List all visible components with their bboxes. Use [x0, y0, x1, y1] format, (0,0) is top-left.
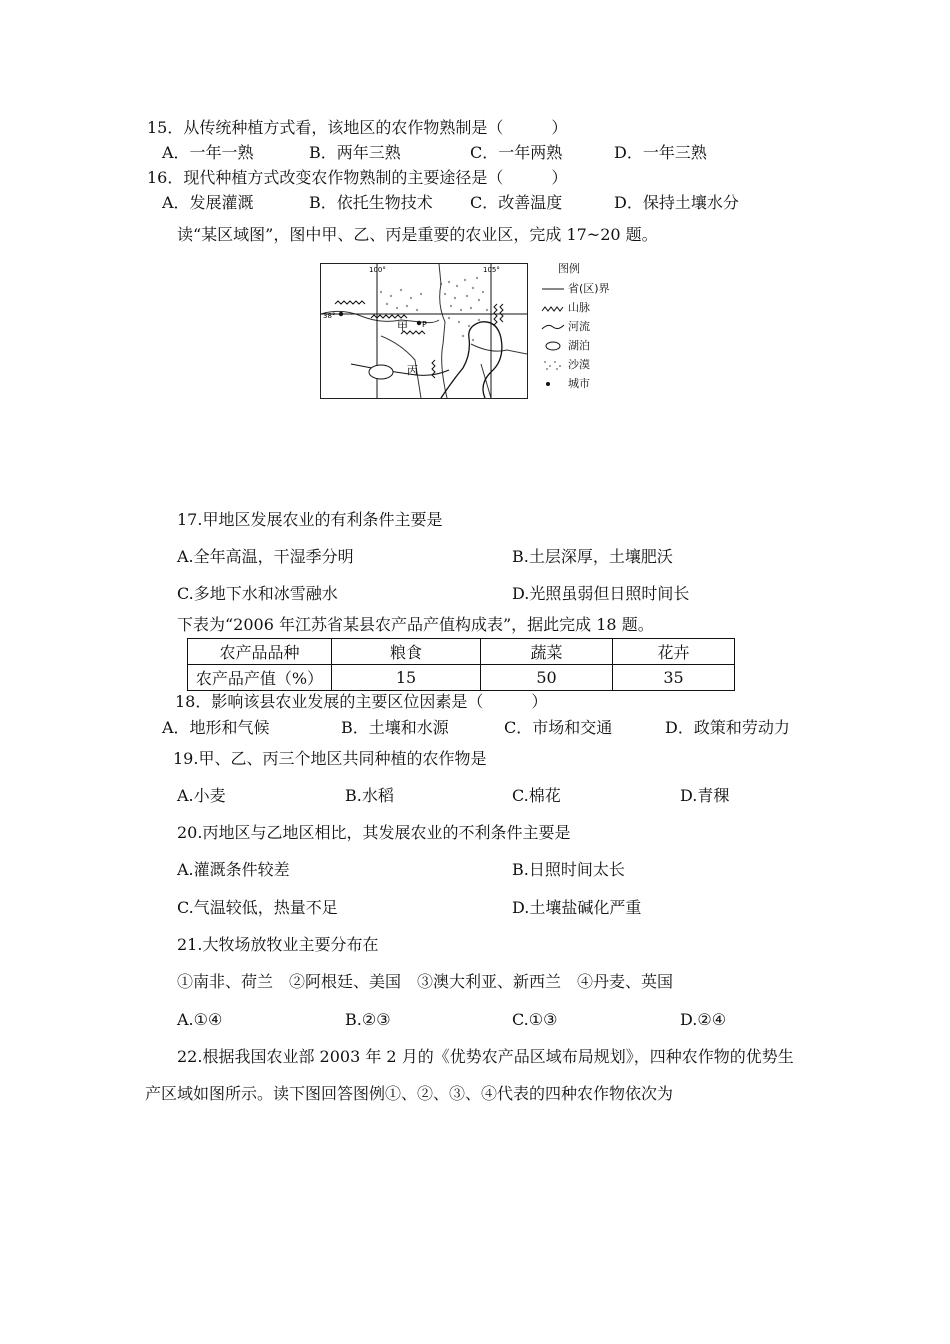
province-boundaries: [321, 264, 527, 398]
desert-icon: [540, 359, 566, 371]
legend-label-city: 城市: [568, 377, 590, 390]
q16-stem: 16．现代种植方式改变农作物熟制的主要途径是（ ）: [147, 168, 568, 187]
table-cell: 农产品产值（%）: [188, 665, 332, 691]
legend-item-desert: [540, 358, 590, 372]
q21-choices: ①南非、荷兰 ②阿根廷、美国 ③澳大利亚、新西兰 ④丹麦、英国: [177, 972, 674, 991]
q21-stem: 21.大牧场放牧业主要分布在: [177, 935, 379, 954]
lake-icon: [540, 340, 566, 352]
production-value-table: [187, 638, 735, 691]
q20-option-b: B.日照时间太长: [512, 860, 625, 879]
table-header-cell: 蔬菜: [481, 639, 613, 665]
q17-option-d: D.光照虽弱但日照时间长: [512, 584, 690, 603]
q17-option-b: B.土层深厚，土壤肥沃: [512, 547, 673, 566]
region-map-drawing: [321, 264, 527, 398]
q15-stem: 15．从传统种植方式看，该地区的农作物熟制是（ ）: [147, 118, 568, 137]
table-header-cell: 粮食: [332, 639, 481, 665]
legend-item-city: [540, 377, 590, 391]
q18-option-b: B．土壤和水源: [341, 718, 449, 737]
q21-option-a: A.①④: [177, 1010, 223, 1029]
q15-option-c: C．一年两熟: [470, 143, 563, 162]
q16-option-b: B．依托生物技术: [309, 193, 433, 212]
river-icon: [540, 321, 566, 333]
legend-item-lake: [540, 339, 590, 353]
q20-option-a: A.灌溉条件较差: [177, 860, 290, 879]
q20-option-d: D.土壤盐碱化严重: [512, 898, 642, 917]
q19-option-d: D.青稞: [680, 786, 730, 805]
region-map: [320, 263, 528, 399]
table-header-cell: 花卉: [613, 639, 735, 665]
legend-title: 图例: [558, 262, 580, 275]
legend-label-desert: 沙漠: [568, 358, 590, 371]
city-dot: [339, 312, 343, 316]
mountain-icon: [540, 302, 566, 314]
lat-label-38: 38°: [323, 312, 336, 320]
mountain-ranges: [335, 301, 503, 378]
region-label-bing: 丙: [407, 364, 418, 377]
q16-option-c: C．改善温度: [470, 193, 563, 212]
q19-option-a: A.小麦: [177, 786, 226, 805]
table-intro: 下表为“2006 年江苏省某县农产品产值构成表”，据此完成 18 题。: [177, 615, 654, 634]
table-header-cell: 农产品品种: [188, 639, 332, 665]
legend-label-mountain: 山脉: [568, 301, 590, 314]
graticule: [321, 264, 527, 398]
q15-option-b: B．两年三熟: [309, 143, 401, 162]
q18-stem: 18．影响该县农业发展的主要区位因素是（ ）: [175, 692, 548, 711]
region-label-jia: 甲: [397, 320, 408, 333]
lon-label-100: 100°: [369, 266, 386, 274]
q18-option-d: D．政策和劳动力: [665, 718, 790, 737]
q19-option-c: C.棉花: [512, 786, 561, 805]
q15-option-a: A．一年一熟: [162, 143, 254, 162]
table-header-row: [188, 639, 735, 665]
legend-item-boundary: [540, 282, 610, 296]
q21-option-d: D.②④: [680, 1010, 727, 1029]
q15-option-d: D．一年三熟: [614, 143, 707, 162]
q21-option-b: B.②③: [345, 1010, 391, 1029]
q20-stem: 20.丙地区与乙地区相比，其发展农业的不利条件主要是: [177, 823, 571, 842]
q16-option-a: A．发展灌溉: [162, 193, 254, 212]
q18-option-a: A．地形和气候: [162, 718, 270, 737]
lon-label-105: 105°: [483, 266, 500, 274]
legend-label-boundary: 省(区)界: [568, 282, 610, 295]
q21-option-c: C.①③: [512, 1010, 558, 1029]
q16-option-d: D．保持土壤水分: [614, 193, 739, 212]
legend-label-lake: 湖泊: [568, 339, 590, 352]
map-intro: 读“某区域图”，图中甲、乙、丙是重要的农业区，完成 17~20 题。: [177, 225, 658, 244]
legend-label-river: 河流: [568, 320, 590, 333]
q17-stem: 17.甲地区发展农业的有利条件主要是: [177, 510, 443, 529]
q20-option-c: C.气温较低，热量不足: [177, 898, 338, 917]
table-cell: 35: [613, 665, 735, 691]
table-row: [188, 665, 735, 691]
table-cell: 50: [481, 665, 613, 691]
q22-line1: 22.根据我国农业部 2003 年 2 月的《优势农产品区域布局规划》，四种农作物的优势生: [177, 1047, 794, 1066]
legend-item-mountain: [540, 301, 590, 315]
q17-option-a: A.全年高温，干湿季分明: [177, 547, 354, 566]
q22-line2: 产区域如图所示。读下图回答图例①、②、③、④代表的四种农作物依次为: [145, 1084, 674, 1103]
table-cell: 15: [332, 665, 481, 691]
city-icon: [540, 378, 566, 390]
legend-item-river: [540, 320, 590, 334]
lake: [369, 365, 393, 379]
q18-option-c: C．市场和交通: [504, 718, 613, 737]
q19-option-b: B.水稻: [345, 786, 394, 805]
river: [441, 322, 502, 398]
q19-stem: 19.甲、乙、丙三个地区共同种植的农作物是: [173, 749, 487, 768]
q17-option-c: C.多地下水和冰雪融水: [177, 584, 338, 603]
city-label-p: P: [422, 320, 427, 329]
boundary-icon: [540, 283, 566, 295]
city-p-dot: [417, 321, 421, 325]
